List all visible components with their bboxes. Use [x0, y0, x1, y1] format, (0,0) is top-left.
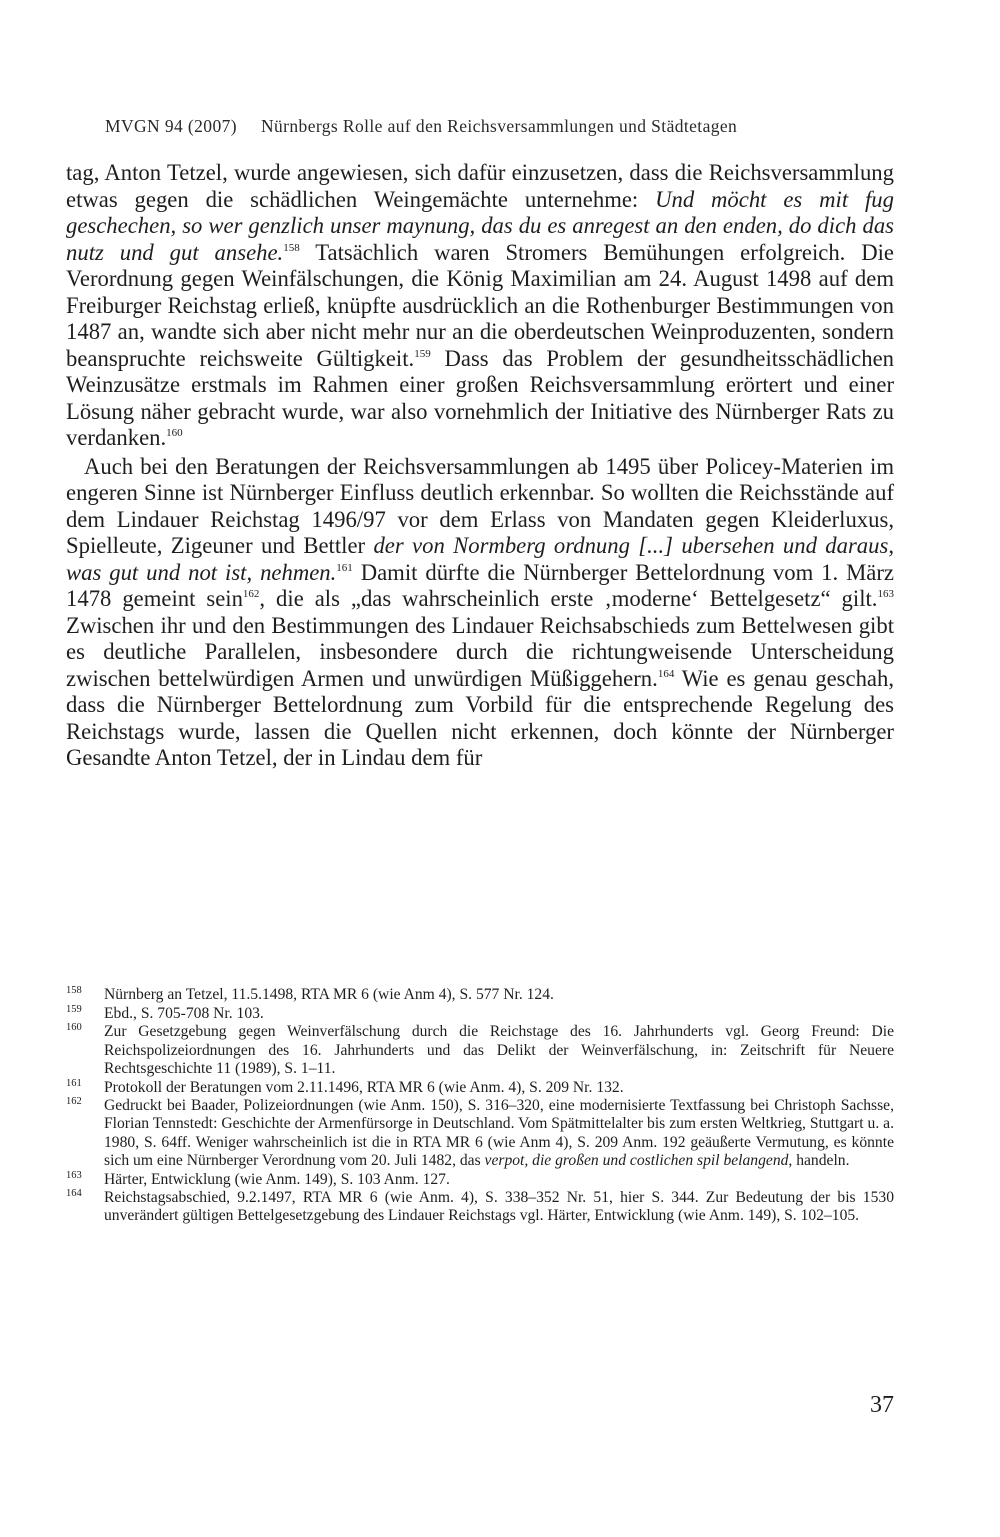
footnote-text: Ebd., S. 705-708 Nr. 103. — [104, 1004, 264, 1022]
article-title: Nürnbergs Rolle auf den Reichsversammlungen und Städtetagen — [260, 116, 738, 136]
footnote-ref: 164 — [657, 667, 675, 680]
footnote-number: 162 — [66, 1096, 82, 1108]
page-number: 37 — [870, 1392, 894, 1418]
text-run: , die als „das wahrscheinlich erste ‚moderne‘ Bettelgesetz“ gilt. — [259, 586, 878, 611]
footnote-162 — [66, 1097, 894, 1170]
footnote-158 — [66, 986, 894, 1004]
footnote-number: 158 — [66, 985, 82, 996]
footnote-164 — [66, 1189, 894, 1225]
footnote-ref: 158 — [283, 241, 300, 254]
footnote-163 — [66, 1171, 894, 1189]
footnote-ref: 162 — [242, 588, 260, 600]
footnote-text: Härter, Entwicklung (wie Anm. 149), S. 103 Anm. 127. — [104, 1170, 450, 1188]
footnote-text: Protokoll der Beratungen vom 2.11.1496, RTA MR 6 (wie Anm. 4), S. 209 Nr. 132. — [104, 1078, 624, 1096]
text-run: Tatsächlich waren Stromers Bemühungen erfolgreich. Die Verordnung gegen Weinfälschungen, die König Maximilian am 24. August 1498 auf dem Freiburger Reichstag erließ, knüpfte ausdrücklich an die Rothenburger Bestimmungen von 1487 an, wandte sich aber nicht mehr nur an die oberdeutschen Weinproduzenten, sondern beanspruchte reichsweite Gültigkeit. — [66, 239, 894, 371]
footnote-text: , handeln. — [788, 1151, 850, 1169]
footnote-number: 160 — [66, 1022, 82, 1034]
text-run: Wie es genau geschah, dass die Nürnberger Bettelordnung zum Vorbild für die entsprechende Regelung des Reichstags wurde, lassen die Quellen nicht erkennen, doch könnte der Nürnberger Gesandte Anton Tetzel, der in Lindau dem für — [66, 665, 894, 770]
footnote-quote: verpot, die großen und costlichen spil belangend — [484, 1151, 789, 1169]
footnote-number: 159 — [66, 1003, 82, 1015]
main-text — [66, 160, 894, 772]
footnote-text: Reichstagsabschied, 9.2.1497, RTA MR 6 (wie Anm. 4), S. 338–352 Nr. 51, hier S. 344. Zur Bedeutung der bis 1530 unverändert gültigen Bettelgesetzgebung des Lindauer Reichstags vgl. Härter, Entwicklung (wie Anm. 149), S. 102–105. — [104, 1189, 894, 1225]
footnote-text: Nürnberg an Tetzel, 11.5.1498, RTA MR 6 (wie Anm 4), S. 577 Nr. 124. — [104, 986, 554, 1003]
text-run: Dass das Problem der gesundheitsschädlichen Weinzusätze erstmals im Rahmen einer großen Reichsversammlung erörtert und einer Lösung näher gebracht wurde, war also vornehmlich der Initiative des Nürnberger Rats zu verdanken. — [66, 345, 894, 450]
source-quote: der von Normberg ordnung [...] ubersehen und daraus, was gut und not ist, nehmen. — [66, 533, 894, 585]
paragraph-2 — [66, 454, 894, 772]
footnote-text: Zur Gesetzgebung gegen Weinverfälschung durch die Reichstage des 16. Jahrhunderts vgl. Georg Freund: Die Reichspolizeiordnungen des 16. Jahrhunderts und das Delikt der Weinverfälschung, in: Zeitschrift für Neuere Rechtsgeschichte 11 (1989), S. 1–11. — [104, 1023, 894, 1077]
text-run: tag, Anton Tetzel, wurde angewiesen, sich dafür einzusetzen, dass die Reichsversammlung etwas gegen die schädlichen Weingemächte unternehme: — [66, 160, 894, 212]
footnote-160 — [66, 1023, 894, 1078]
source-quote: Und möcht es mit fug geschechen, so wer genzlich unser maynung, das du es anregest an den enden, do dich das nutz und gut ansehe. — [66, 186, 894, 265]
footnotes — [66, 986, 894, 1226]
footnote-number: 164 — [66, 1188, 82, 1200]
footnote-text: Gedruckt bei Baader, Polizeiordnungen (wie Anm. 150), S. 316–320, eine modernisierte Textfassung bei Christoph Sachsse, Florian Tennstedt: Geschichte der Armenfürsorge in Deutschland. Vom Spätmittelalter bis zum ersten Weltkrieg, Stuttgart u. a. 1980, S. 64ff. Weniger wahrscheinlich ist die in RTA MR 6 (wie Anm 4), S. 209 Anm. 192 geäußerte Vermutung, es könnte sich um eine Nürnberger Verordnung vom 20. Juli 1482, das — [104, 1097, 894, 1169]
footnote-159 — [66, 1005, 894, 1023]
footnote-number: 163 — [66, 1169, 82, 1181]
footnote-ref: 159 — [414, 347, 431, 360]
footnote-161 — [66, 1079, 894, 1097]
footnote-number: 161 — [66, 1077, 82, 1089]
journal-reference: MVGN 94 (2007) — [105, 116, 237, 136]
text-run: Zwischen ihr und den Bestimmungen des Lindauer Reichsabschieds zum Bettelwesen gibt es deutliche Parallelen, insbesondere durch die richtungweisende Unterscheidung zwischen bettelwürdigen Armen und unwürdigen Müßiggehern. — [66, 612, 894, 691]
running-head — [105, 116, 895, 137]
footnote-ref: 160 — [166, 427, 183, 439]
footnote-ref: 163 — [877, 588, 894, 600]
text-run: Damit dürfte die Nürnberger Bettelordnung vom 1. März 1478 gemeint sein — [66, 559, 894, 611]
paragraph-1 — [66, 160, 894, 452]
text-run: Auch bei den Beratungen der Reichsversammlungen ab 1495 über Policey-Materien im engeren Sinne ist Nürnberger Einfluss deutlich erkennbar. So wollten die Reichsstände auf dem Lindauer Reichstag 1496/97 vor dem Erlass von Mandaten gegen Kleiderluxus, Spielleute, Zigeuner und Bettler — [66, 453, 894, 558]
footnote-ref: 161 — [336, 561, 353, 574]
